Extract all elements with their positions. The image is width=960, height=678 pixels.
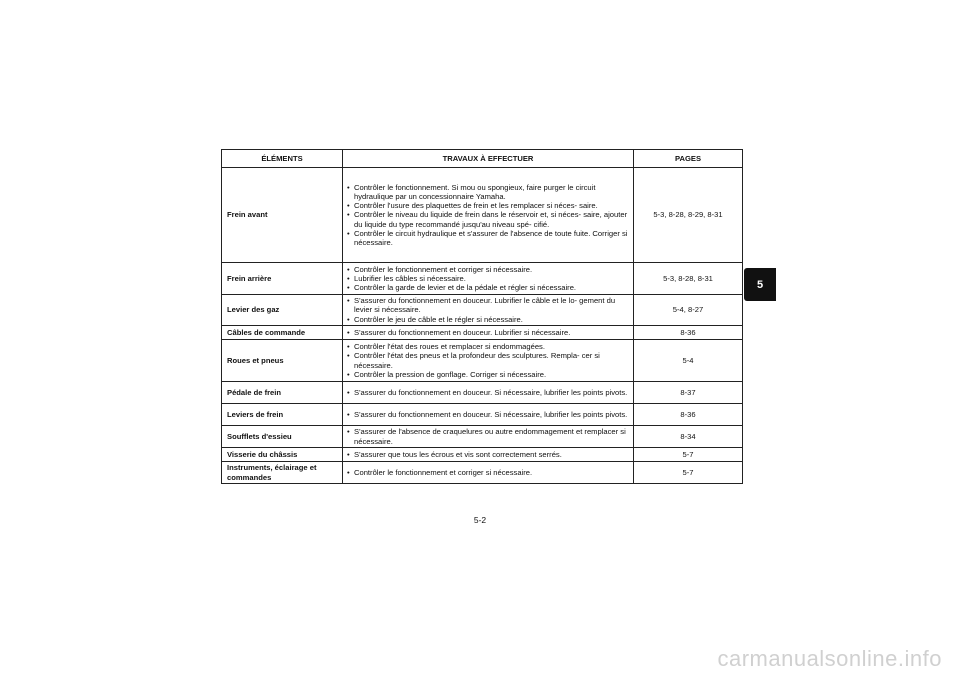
- tasks-cell: [343, 448, 634, 462]
- task-item: • S'assurer de l'absence de craquelures ou autre endommagement et remplacer si nécessaire.: [347, 427, 629, 445]
- task-item: • S'assurer que tous les écrous et vis sont correctement serrés.: [347, 450, 629, 459]
- task-item: • Contrôler la garde de levier et de la pédale et régler si nécessaire.: [347, 283, 629, 292]
- pages-cell: 5-4: [634, 340, 743, 382]
- tasks-cell: [343, 168, 634, 263]
- task-list: [347, 450, 629, 459]
- task-list: [347, 265, 629, 293]
- element-cell: Levier des gaz: [222, 295, 343, 326]
- table-header-row: [222, 150, 743, 168]
- tasks-cell: [343, 326, 634, 340]
- table-row: [222, 404, 743, 426]
- table-row: [222, 448, 743, 462]
- task-list: [347, 342, 629, 379]
- task-item: • S'assurer du fonctionnement en douceur. Si nécessaire, lubrifier les points pivots.: [347, 410, 629, 419]
- pages-cell: 5-7: [634, 448, 743, 462]
- tasks-cell: [343, 404, 634, 426]
- task-item: • Contrôler l'usure des plaquettes de frein et les remplacer si néces- saire.: [347, 201, 629, 210]
- pages-cell: 8-36: [634, 326, 743, 340]
- table-body: [222, 168, 743, 484]
- table-row: [222, 295, 743, 326]
- pages-cell: 8-34: [634, 426, 743, 448]
- element-cell: Soufflets d'essieu: [222, 426, 343, 448]
- header-tasks: TRAVAUX À EFFECTUER: [343, 150, 634, 168]
- task-item: • Contrôler le niveau du liquide de frein dans le réservoir et, si néces- saire, ajouter du liquide du type recommandé jusqu'au niveau spé- cifié.: [347, 210, 629, 228]
- tasks-cell: [343, 426, 634, 448]
- pages-cell: 5-7: [634, 462, 743, 484]
- header-elements: ÉLÉMENTS: [222, 150, 343, 168]
- pages-cell: 5-3, 8-28, 8-31: [634, 263, 743, 295]
- element-cell: Leviers de frein: [222, 404, 343, 426]
- task-item: • Contrôler l'état des pneus et la profondeur des sculptures. Rempla- cer si nécessaire.: [347, 351, 629, 369]
- table-row: [222, 382, 743, 404]
- task-item: • Contrôler le jeu de câble et le régler si nécessaire.: [347, 315, 629, 324]
- tasks-cell: [343, 263, 634, 295]
- tasks-cell: [343, 295, 634, 326]
- table-row: [222, 340, 743, 382]
- task-item: • Contrôler le fonctionnement. Si mou ou spongieux, faire purger le circuit hydraulique par un concessionnaire Yamaha.: [347, 183, 629, 201]
- task-item: • Contrôler la pression de gonflage. Corriger si nécessaire.: [347, 370, 629, 379]
- task-item: • S'assurer du fonctionnement en douceur. Si nécessaire, lubrifier les points pivots.: [347, 388, 629, 397]
- element-cell: Instruments, éclairage et commandes: [222, 462, 343, 484]
- table-row: [222, 168, 743, 263]
- maintenance-table-container: [221, 149, 742, 484]
- task-list: [347, 183, 629, 247]
- tasks-cell: [343, 382, 634, 404]
- header-pages: PAGES: [634, 150, 743, 168]
- pages-cell: 8-36: [634, 404, 743, 426]
- task-list: [347, 427, 629, 445]
- task-item: • S'assurer du fonctionnement en douceur. Lubrifier le câble et le lo- gement du levier si nécessaire.: [347, 296, 629, 314]
- page-number: 5-2: [473, 515, 487, 525]
- element-cell: Frein avant: [222, 168, 343, 263]
- task-item: • Contrôler le circuit hydraulique et s'assurer de l'absence de toute fuite. Corriger si nécessaire.: [347, 229, 629, 247]
- tasks-cell: [343, 340, 634, 382]
- pages-cell: 5-3, 8-28, 8-29, 8-31: [634, 168, 743, 263]
- task-item: • Contrôler l'état des roues et remplacer si endommagées.: [347, 342, 629, 351]
- task-item: • Contrôler le fonctionnement et corriger si nécessaire.: [347, 468, 629, 477]
- pages-cell: 5-4, 8-27: [634, 295, 743, 326]
- watermark: carmanualsonline.info: [717, 646, 942, 671]
- table-row: [222, 263, 743, 295]
- task-list: [347, 410, 629, 419]
- task-list: [347, 296, 629, 324]
- task-item: • Lubrifier les câbles si nécessaire.: [347, 274, 629, 283]
- chapter-tab: 5: [744, 268, 776, 301]
- pages-cell: 8-37: [634, 382, 743, 404]
- task-list: [347, 468, 629, 477]
- element-cell: Câbles de commande: [222, 326, 343, 340]
- element-cell: Roues et pneus: [222, 340, 343, 382]
- task-item: • S'assurer du fonctionnement en douceur. Lubrifier si nécessaire.: [347, 328, 629, 337]
- element-cell: Pédale de frein: [222, 382, 343, 404]
- table-row: [222, 326, 743, 340]
- table-row: [222, 462, 743, 484]
- task-item: • Contrôler le fonctionnement et corriger si nécessaire.: [347, 265, 629, 274]
- maintenance-table: [221, 149, 743, 484]
- table-row: [222, 426, 743, 448]
- element-cell: Frein arrière: [222, 263, 343, 295]
- tasks-cell: [343, 462, 634, 484]
- task-list: [347, 328, 629, 337]
- task-list: [347, 388, 629, 397]
- element-cell: Visserie du châssis: [222, 448, 343, 462]
